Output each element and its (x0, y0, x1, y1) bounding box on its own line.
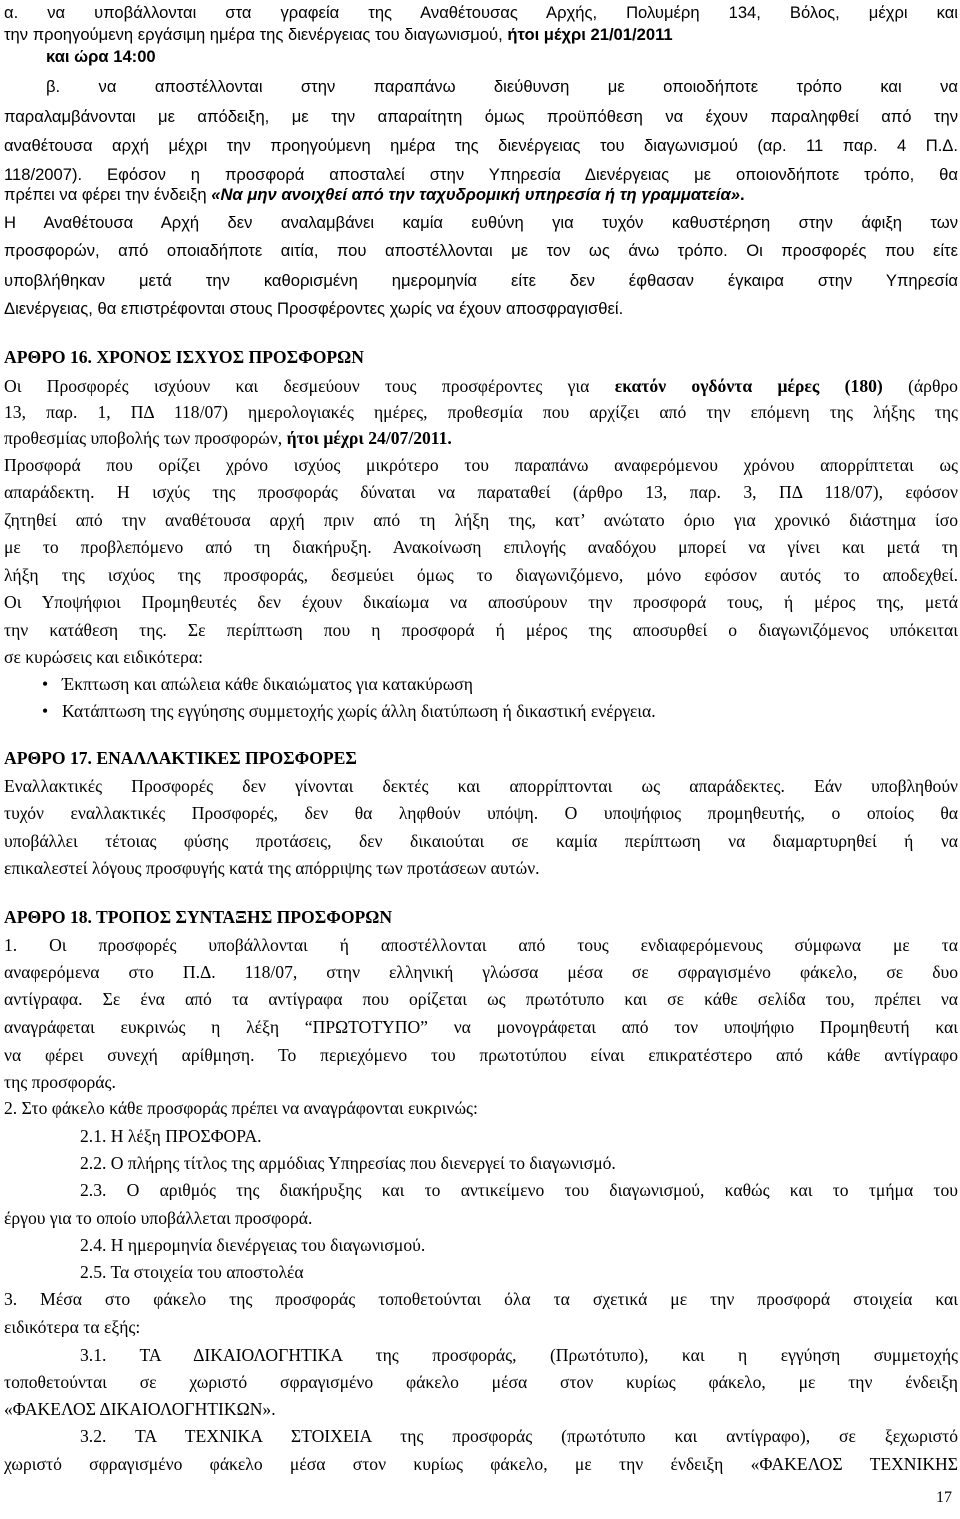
text-line: πρέπει να φέρει την ένδειξη «Να μην ανοιχθεί από την ταχυδρομική υπηρεσία ή τη γραμματεία». (4, 185, 745, 204)
page-number: 17 (936, 1489, 952, 1506)
deadline-time: και ώρα 14:00 (46, 47, 156, 66)
text-line: Η Αναθέτουσα Αρχή δεν αναλαμβάνει καμία ευθύνη για τυχόν καθυστέρηση στην άφιξη των (4, 213, 958, 232)
text-line: υποβάλλει τέτοιας φύσης προτάσεις, δεν δικαιούται σε καμία περίπτωση να διαμαρτυρηθεί ή να (4, 831, 958, 851)
text-line: προσφορών, από οποιαδήποτε αιτία, που αποστέλλονται με τον ως άνω τρόπο. Οι προσφορές που είτε (4, 241, 958, 260)
text-line: Εναλλακτικές Προσφορές δεν γίνονται δεκτές και απορρίπτονται ως απαράδεκτες. Εάν υποβληθούν (4, 776, 958, 796)
list-item: 2.1. Η λέξη ΠΡΟΣΦΟΡΑ. (80, 1126, 262, 1146)
text-line: έργου για το οποίο υποβάλλεται προσφορά. (4, 1208, 313, 1228)
list-item: 2.3. Ο αριθμός της διακήρυξης και το αντικείμενο του διαγωνισμού, καθώς και το τμήμα του (80, 1180, 958, 1200)
list-item: 2.2. Ο πλήρης τίτλος της αρμόδιας Υπηρεσίας που διενεργεί το διαγωνισμό. (80, 1153, 616, 1173)
text-line: 3. Μέσα στο φάκελο της προσφοράς τοποθετούνται όλα τα σχετικά με την προσφορά στοιχεία και (4, 1289, 958, 1309)
text-line: με το προβλεπόμενο από τη διακήρυξη. Ανακοίνωση επιλογής αναδόχου μπορεί να γίνει και μετά τη (4, 537, 958, 557)
list-item: 2.4. Η ημερομηνία διενέργειας του διαγωνισμού. (80, 1235, 426, 1255)
text-line: α. να υποβάλλονται στα γραφεία της Αναθέτουσας Αρχής, Πολυμέρη 134, Βόλος, μέχρι και (4, 3, 958, 22)
bullet-icon: • (42, 701, 49, 721)
deadline-date: ήτοι μέχρι 21/01/2011 (507, 25, 673, 44)
text-line: τοποθετούνται σε χωριστό σφραγισμένο φάκελο μέσα στον κυρίως φάκελο, με την ένδειξη (4, 1372, 958, 1392)
text-line: επικαλεστεί λόγους προσφυγής κατά της απόρριψης των προτάσεων αυτών. (4, 858, 540, 878)
text-line: παραλαμβάνονται με απόδειξη, με την απαραίτητη όμως προϋπόθεση να έχουν παραληφθεί από την (4, 107, 958, 126)
text-line: αναγράφεται ευκρινώς η λέξη “ΠΡΩΤΟΤΥΠΟ” να μονογράφεται από τον υποψήφιο Προμηθευτή και (4, 1017, 958, 1037)
text-line: να φέρει συνεχή αρίθμηση. Το περιεχόμενο του πρωτοτύπου είναι επικρατέστερο από κάθε αντίγραφο (4, 1045, 958, 1065)
list-item: 3.2. ΤΑ ΤΕΧΝΙΚΑ ΣΤΟΙΧΕΙΑ της προσφοράς (πρωτότυπο και αντίγραφο), σε ξεχωριστό (80, 1426, 958, 1446)
text-line: Προσφορά που ορίζει χρόνο ισχύος μικρότερο του παραπάνω αναφερόμενου χρόνου απορρίπτεται ως (4, 455, 958, 475)
text-line: αναθέτουσα αρχή μέχρι την προηγούμενη ημέρα της διενέργειας του διαγωνισμού (αρ. 11 παρ. 4 Π.Δ. (4, 136, 958, 155)
text-line: τυχόν εναλλακτικές Προσφορές, δεν θα ληφθούν υπόψη. Ο υποψήφιος προμηθευτής, ο οποίος θα (4, 803, 958, 823)
list-item: • Έκπτωση και απώλεια κάθε δικαιώματος για κατακύρωση (42, 674, 473, 694)
text-line: 2. Στο φάκελο κάθε προσφοράς πρέπει να αναγράφονται ευκρινώς: (4, 1098, 478, 1118)
text-line: προθεσμίας υποβολής των προσφορών, ήτοι μέχρι 24/07/2011. (4, 428, 452, 448)
text-line: β. να αποστέλλονται στην παραπάνω διεύθυνση με οποιοδήποτε τρόπο και να (46, 77, 958, 96)
text-line: 13, παρ. 1, ΠΔ 118/07) ημερολογιακές ημέρες, προθεσμία που αρχίζει από την επόμενη της λήξης της (4, 402, 958, 422)
text-line: λήξη της ισχύος της προσφοράς, δεσμεύει όμως το διαγωνιζόμενο, μόνο εφόσον αυτός το αποδεχθεί. (4, 565, 958, 585)
bullet-icon: • (42, 674, 49, 694)
validity-period: εκατόν ογδόντα μέρες (180) (614, 376, 883, 396)
article-16-heading: ΑΡΘΡΟ 16. ΧΡΟΝΟΣ ΙΣΧΥΟΣ ΠΡΟΣΦΟΡΩΝ (4, 347, 364, 367)
text-line: αναφερόμενα στο Π.Δ. 118/07, στην ελληνική γλώσσα μέσα σε σφραγισμένο φάκελο, σε δυο (4, 962, 958, 982)
text-line: την κατάθεση της. Σε περίπτωση που η προσφορά ή μέρος της αποσυρθεί ο διαγωνιζόμενος υπόκειται (4, 620, 958, 640)
text-line: σε κυρώσεις και ειδικότερα: (4, 647, 204, 667)
list-item: 3.1. ΤΑ ΔΙΚΑΙΟΛΟΓΗΤΙΚΑ της προσφοράς, (Πρωτότυπο), και η εγγύηση συμμετοχής (80, 1345, 958, 1365)
text-line: Οι Υποψήφιοι Προμηθευτές δεν έχουν δικαίωμα να αποσύρουν την προσφορά τους, ή μέρος της, μετά (4, 592, 958, 612)
text-line: 1. Οι προσφορές υποβάλλονται ή αποστέλλονται από τους ενδιαφερόμενους σύμφωνα με τα (4, 935, 958, 955)
article-17-heading: ΑΡΘΡΟ 17. ΕΝΑΛΛΑΚΤΙΚΕΣ ΠΡΟΣΦΟΡΕΣ (4, 748, 357, 768)
text-line: χωριστό σφραγισμένο φάκελο μέσα στον κυρίως φάκελο, με την ένδειξη «ΦΑΚΕΛΟΣ ΤΕΧΝΙΚΗΣ (4, 1454, 958, 1474)
text-line: απαράδεκτη. Η ισχύς της προσφοράς δύναται να παραταθεί (άρθρο 13, παρ. 3, ΠΔ 118/07), εφόσον (4, 482, 958, 502)
text-line: αντίγραφα. Σε ένα από τα αντίγραφα που ορίζεται ως πρωτότυπο και σε κάθε σελίδα του, πρέπει να (4, 989, 958, 1009)
text-line: Οι Προσφορές ισχύουν και δεσμεύουν τους προσφέροντες για εκατόν ογδόντα μέρες (180) (άρθρο (4, 376, 958, 396)
text-line: την προηγούμενη εργάσιμη ημέρα της διενέργειας του διαγωνισμού, ήτοι μέχρι 21/01/2011 (4, 25, 673, 44)
text-line: «ΦΑΚΕΛΟΣ ΔΙΚΑΙΟΛΟΓΗΤΙΚΩΝ». (4, 1399, 276, 1419)
text-line: ειδικότερα τα εξής: (4, 1317, 141, 1337)
list-item: • Κατάπτωση της εγγύησης συμμετοχής χωρίς άλλη διατύπωση ή δικαστική ενέργεια. (42, 701, 656, 721)
text-line: 118/2007). Εφόσον η προσφορά αποσταλεί στην Υπηρεσία Διενέργειας με οποιονδήποτε τρόπο, θα (4, 165, 958, 184)
envelope-notice: «Να μην ανοιχθεί από την ταχυδρομική υπηρεσία ή τη γραμματεία» (211, 185, 740, 204)
article-18-heading: ΑΡΘΡΟ 18. ΤΡΟΠΟΣ ΣΥΝΤΑΞΗΣ ΠΡΟΣΦΟΡΩΝ (4, 907, 393, 927)
text-line: υποβλήθηκαν μετά την καθορισμένη ημερομηνία είτε δεν έφθασαν έγκαιρα στην Υπηρεσία (4, 271, 958, 290)
text-line: της προσφοράς. (4, 1072, 116, 1092)
text-line: Διενέργειας, θα επιστρέφονται στους Προσφέροντες χωρίς να έχουν αποσφραγισθεί. (4, 299, 624, 318)
validity-date: ήτοι μέχρι 24/07/2011. (286, 428, 452, 448)
list-item: 2.5. Τα στοιχεία του αποστολέα (80, 1262, 304, 1282)
text-line: ζητηθεί από την αναθέτουσα αρχή πριν από τη λήξη της, κατ’ ανώτατο όριο για χρονικό διάστημα ίσο (4, 510, 958, 530)
